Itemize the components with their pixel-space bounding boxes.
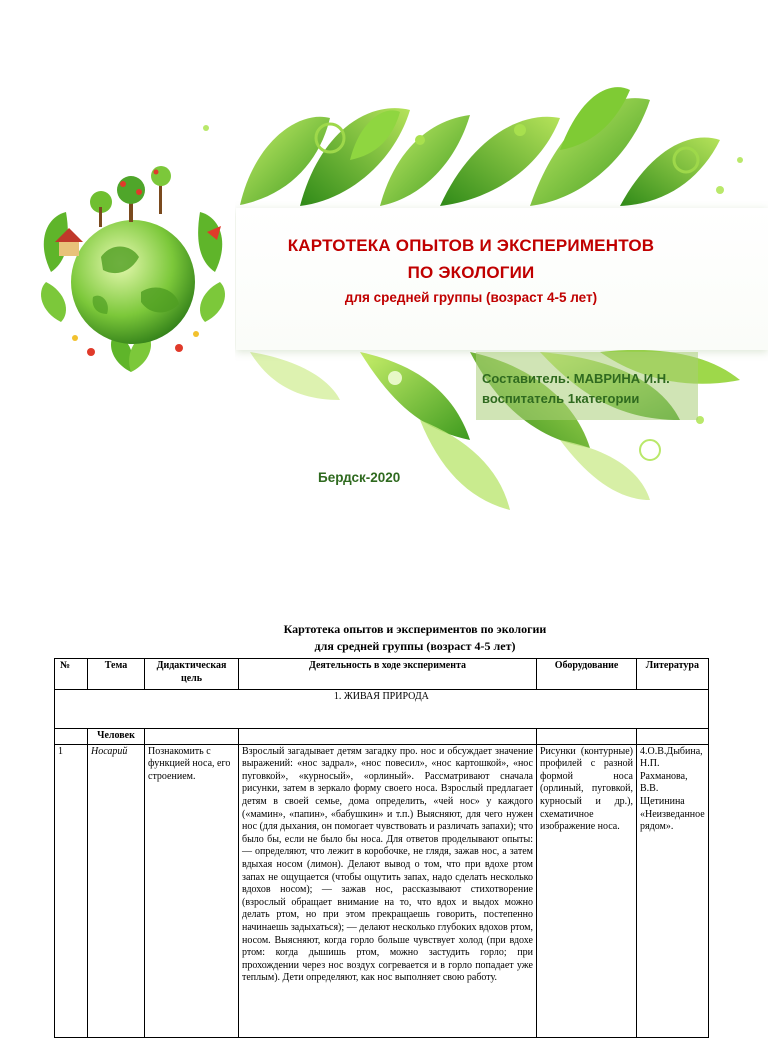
city-year: Бердск-2020 (318, 470, 401, 485)
author-box (476, 352, 698, 420)
document-title: Картотека опытов и экспериментов по экологии (283, 622, 547, 636)
globe-illustration (31, 162, 235, 382)
document-subtitle: для средней группы (возраст 4-5 лет) (314, 639, 516, 653)
row-goal: Познакомить с функцией носа, его строением. (145, 744, 239, 1037)
cover-title-line1: КАРТОТЕКА ОПЫТОВ И ЭКСПЕРИМЕНТОВ (287, 236, 655, 255)
author-name: Составитель: МАВРИНА И.Н. (482, 371, 670, 386)
cover-title-line2: ПО ЭКОЛОГИИ (407, 263, 535, 282)
category-row (55, 729, 709, 745)
category-name: Человек (88, 729, 145, 745)
header-literature: Литература (637, 659, 709, 690)
header-equipment: Оборудование (537, 659, 637, 690)
row-topic: Носарий (88, 744, 145, 1037)
experiments-table (54, 658, 709, 1038)
row-num: 1 (55, 744, 88, 1037)
cover-subtitle: для средней группы (возраст 4-5 лет) (344, 290, 598, 305)
row-activity: Взрослый загадывает детям загадку про. нос и обсуждает значение выражений: «нос задрал», «нос повесил», «нос картошкой», «нос пуговкой», «курносый», «орлиный». Рассматривают сначала рисунки, затем в зеркало форму своего носа. Взрослый предлагает детям в своей семье, дома определить, «чей нос» у каждого («мамин», «папин», «бабушкин» и т.п.) Выясняют, для чего нужен нос (для дыхания, он помогает чувствовать и различать запахи); что было бы, если не было бы носа. Для ответов проделывают опыты: — определяют, что лежит в коробочке, не глядя, зажав нос, а затем вдыхая носом (лимон). Делают вывод о том, что при вдохе ртом запах не ощущается (чтобы ощутить запах, надо сделать несколько вдохов носом); — зажав нос, рассказывают стихотворение (взрослый обращает внимание на то, что вдох и выдох можно делать ртом, но при этом прекращаешь говорить, постепенно начинаешь задыхаться); — делают несколько глубоких вдохов ртом, носом. Выясняют, когда горло больше чувствует холод (при вдохе ртом: когда дышишь ртом, можно застудить горло; при прохождении через нос воздух согревается и в горло попадает уже теплым). Дети определяют, как нос выполняет свою работу. (239, 744, 537, 1037)
globe-icon (31, 162, 235, 382)
row-equipment: Рисунки (контурные) профилей с разной формой носа (орлиный, пуговкой, курносый и др.), схематичное изображение носа. (537, 744, 637, 1037)
header-num: № (55, 659, 88, 690)
header-goal: Дидактическая цель (145, 659, 239, 690)
table-header-row (55, 659, 709, 690)
row-literature: 4.О.В.Дыбина, Н.П. Рахманова, В.В. Щетинина «Неизведанное рядом». (637, 744, 709, 1037)
header-topic: Тема (88, 659, 145, 690)
author-position: воспитатель 1категории (482, 391, 640, 406)
section-row (55, 690, 709, 729)
table-row (55, 744, 709, 1037)
section-title: 1. ЖИВАЯ ПРИРОДА (55, 690, 709, 729)
header-activity: Деятельность в ходе эксперимента (239, 659, 537, 690)
